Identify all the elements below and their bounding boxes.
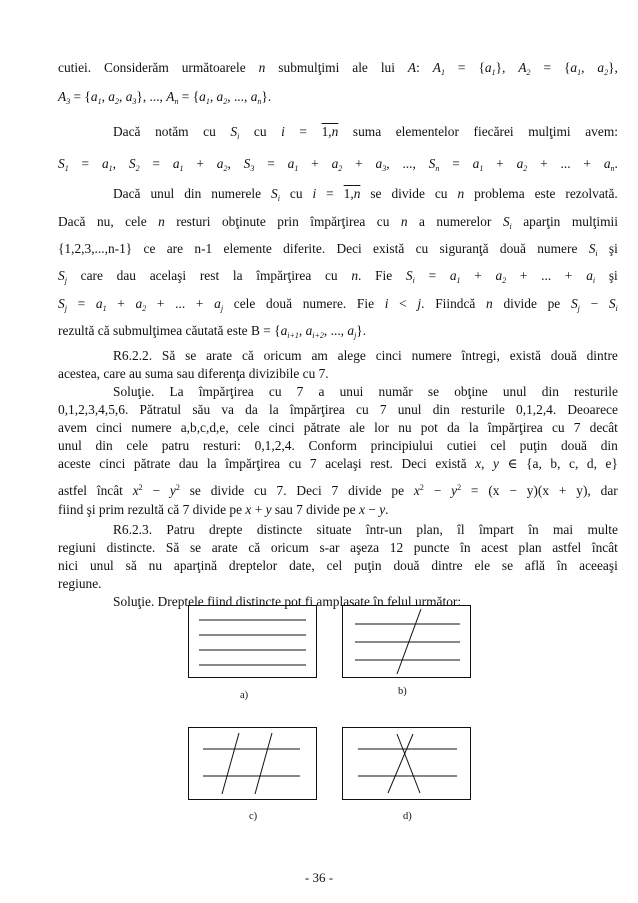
- text-line: Soluţie. Dreptele fiind distincte pot fi amplasate în felul următor:: [113, 594, 462, 609]
- text-line: astfel încât $x^2$ − $y^2$ se divide cu 7. Deci 7 divide pe $x^2$ − $y^2$ = (x − y)(x + y), dar: [58, 483, 618, 498]
- text-line: 0,1,2,3,4,5,6. Pătratul său va da la împărţirea cu 7 unul din resturile 0,1,2,4. Deoarece: [58, 402, 618, 417]
- figure-d-box: [343, 728, 471, 800]
- text-line: acestea, care au suma sau diferenţa divizibile cu 7.: [58, 366, 329, 381]
- text-line: regiune.: [58, 576, 102, 591]
- text-line: unul din cele patru resturi: 0,1,2,4. Conform principiului cutiei cel puţin două din: [58, 438, 618, 453]
- text-line: $S_j$ = $a_1$ + $a_2$ + ... + $a_j$ cele două numere. Fie i < j. Fiindcă n divide pe $S_j$ − $S_i$: [58, 296, 618, 313]
- figure-c-line: [255, 733, 272, 794]
- figure-d-label: d): [403, 811, 412, 822]
- text-line: $A_3 = \{a_1$, $a_2$, $a_3$}, ..., $A_n = \{a_1$, $a_2$, ..., $a_n$}.: [58, 89, 272, 106]
- text-line: fiind şi prim rezultă că 7 divide pe x + y sau 7 divide pe x − y.: [58, 502, 389, 517]
- text-line: Soluţie. La împărţirea cu 7 a unui număr se obţine unul din resturile: [113, 384, 618, 399]
- figure-a-label: a): [240, 690, 249, 701]
- text-line: avem cinci numere a,b,c,d,e, cele cinci pătrate ale lor nu pot da la împărţirea cu 7 decât: [58, 420, 618, 435]
- text-line: R6.2.2. Să se arate că oricum am alege cinci numere întregi, există două dintre: [113, 348, 618, 363]
- figure-c-line: [222, 733, 239, 794]
- text-line: cutiei. Considerăm următoarele n submulţimi ale lui A: $A_1$ = $\{a_1\}$, $A_2$ = {$a_1$, $a_2$},: [58, 60, 618, 77]
- text-line: {1,2,3,...,n-1} ce are n-1 elemente diferite. Deci există cu siguranţă două numere $S_i$ şi: [58, 241, 618, 258]
- text-line: aceste cinci pătrate dau la împărţirea cu 7 acelaşi rest. Deci există x, y ∈ {a, b, c, d, e}: [58, 456, 618, 471]
- figure-b-label: b): [398, 686, 407, 697]
- text-line: $S_1$ = $a_1$, $S_2$ = $a_1$ + $a_2$, $S_3$ = $a_1$ + $a_2$ + $a_3$, ..., $S_n$ = $a_1$ + $a_2$ + ... + $a_n$.: [58, 156, 618, 173]
- text-line: $S_j$ care dau acelaşi rest la împărţirea cu n. Fie $S_i$ = $a_1$ + $a_2$ + ... + $a_i$ şi: [58, 268, 618, 285]
- text-line: Dacă unul din numerele $S_i$ cu i = 1,n se divide cu n problema este rezolvată.: [113, 186, 618, 203]
- text-line: rezultă că submulţimea căutată este $B = \{a_{i+1}$, $a_{i+2}$, ..., $a_j$}.: [58, 323, 367, 340]
- text-line: Dacă nu, cele n resturi obţinute prin împărţirea cu n a numerelor $S_i$ aparţin mulţimii: [58, 214, 618, 231]
- text-line: regiuni distincte. Să se arate că oricum s-ar aşeza 12 puncte în acest plan astfel încât: [58, 540, 618, 555]
- figure-c-label: c): [249, 811, 258, 822]
- page-number: - 36 -: [304, 870, 334, 885]
- figure-a-box: [189, 606, 317, 678]
- text-line: nici unul să nu aparţină dreptelor date, cel puţin două dintre ele se află în aceeaşi: [58, 558, 618, 573]
- text-line: R6.2.3. Patru drepte distincte situate într-un plan, îl împart în mai multe: [113, 522, 618, 537]
- text-line: Dacă notăm cu $S_i$ cu i = 1,n suma elementelor fiecărei mulţimi avem:: [113, 124, 618, 141]
- figure-c-box: [189, 728, 317, 800]
